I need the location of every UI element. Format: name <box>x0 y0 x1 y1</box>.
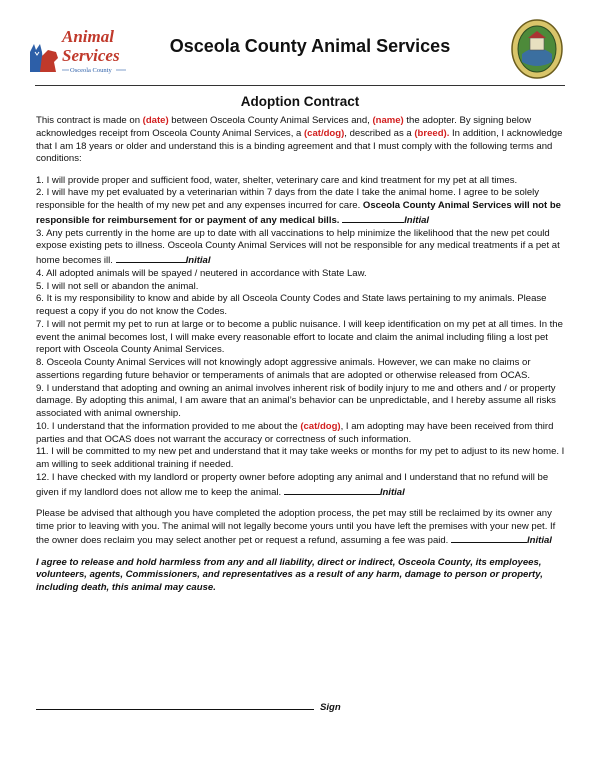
logo-line3: Osceola County <box>70 67 112 74</box>
term-3 <box>36 228 568 268</box>
signature-line[interactable] <box>36 700 314 710</box>
term-2-text: 2. I will have my pet evaluated by a veterinarian within 7 days from the date I take the animal home. I agree to be solely responsible for the health of my new pet and any expenses incurred for care. <box>36 187 540 211</box>
term-2 <box>36 187 568 227</box>
intro-text-3: the adopter. By signing below acknowledges receipt from Osceola County Animal Services, a <box>36 115 532 139</box>
intro-paragraph <box>36 115 568 166</box>
initial-label-12: Initial <box>379 486 405 498</box>
term-5: 5. I will not sell or abandon the animal. <box>36 280 199 292</box>
date-placeholder: (date) <box>142 115 169 126</box>
term-10-text-1: 10. I understand that the information provided to me about the <box>36 420 301 432</box>
breed-placeholder: (breed). <box>414 127 450 139</box>
term-11: 11. I will be committed to my new pet and understand that it may take weeks or months for my pet to adjust to its new home. I am willing to seek additional training if needed. <box>36 446 565 470</box>
initial-line-advisory[interactable] <box>451 533 527 543</box>
logo-line2: Services <box>62 46 120 65</box>
initial-line-3[interactable] <box>116 253 186 263</box>
initial-label-3: Initial <box>185 255 211 266</box>
release-statement: I agree to release and hold harmless from any and all liability, direct or indirect, Osceola County, its employees, volunteers, agents, Commissioners, and representatives as a result of any harm, damage to person or property, including death, this animal may cause. <box>36 556 543 593</box>
animal-services-logo <box>26 22 136 80</box>
term-12 <box>36 472 568 500</box>
term-3-text: 3. Any pets currently in the home are up to date with all vaccinations to help minimize the likelihood that the new pet could expose existing pets to illness. Osceola County Animal Services will not be responsible for any medical treatments if a pet at home becomes ill. <box>36 227 560 266</box>
header-title: Osceola County Animal Services <box>169 36 451 56</box>
county-seal-icon <box>510 18 564 80</box>
term-4: 4. All adopted animals will be spayed / neutered in accordance with State Law. <box>36 267 367 279</box>
name-placeholder: (name) <box>372 115 404 126</box>
initial-label-2: Initial <box>404 214 430 226</box>
term-2-bold: Osceola County Animal Services will not be responsible for reimbursement for or payment of any medical bills. <box>36 200 561 226</box>
advisory-text: Please be advised that although you have completed the adoption process, the pet may still be reclaimed by its owner any time prior to leaving with you. The animal will not legally become yours until you have left the premises with your new pet. If the owner does reclaim you may select another pet or request a refund, assuming a fee was paid. <box>36 507 556 547</box>
term-1: 1. I will provide proper and sufficient food, water, shelter, veterinary care and kind treatment for my pet at all times. <box>36 174 518 186</box>
sign-label: Sign <box>320 702 341 713</box>
initial-label-advisory: Initial <box>527 535 552 547</box>
term-10 <box>36 421 568 447</box>
term-12-text: 12. I have checked with my landlord or property owner before adopting any animal and I understand that no refund will be given if my landlord does not allow me to keep the animal. <box>36 471 549 498</box>
advisory-paragraph <box>36 508 568 548</box>
intro-text-2: between Osceola County Animal Services and, <box>168 115 373 126</box>
term-8: 8. Osceola County Animal Services will not knowingly adopt aggressive animals. However, we can make no claims or assertions regarding future behavior or temperaments of animals that are adopted or otherwise released from OCAS. <box>36 357 531 381</box>
intro-text-1: This contract is made on <box>36 115 143 126</box>
document-title: Adoption Contract <box>240 94 360 109</box>
term-6: 6. It is my responsibility to know and abide by all Osceola County Codes and State laws pertaining to my animals. Please request a copy if you do not know the Codes. <box>36 293 547 317</box>
term-9: 9. I understand that adopting and owning an animal involves inherent risk of bodily injury to me and others and / or property damage. By adopting this animal, I am aware that an animal’s behavior can be unpredictable, and I hereby assume all risks associated with animal ownership. <box>36 382 556 419</box>
logo-line1: Animal <box>62 27 114 46</box>
initial-line-2[interactable] <box>342 213 404 223</box>
contract-body <box>36 115 568 595</box>
term-10-catdog: (cat/dog) <box>300 420 341 432</box>
initial-line-12[interactable] <box>284 485 380 495</box>
term-7: 7. I will not permit my pet to run at large or to become a public nuisance. I will keep identification on my pet at all times. In the event the animal becomes lost, I will make every reasonable effort to locate and claim the animal including filing a lost pet report with Osceola County Animal Services. <box>36 318 563 356</box>
intro-text-5: In addition, I acknowledge that I am 18 years or older and understand this is a binding agreement and that I must comply with the following terms and conditions: <box>36 127 563 165</box>
catdog-placeholder: (cat/dog) <box>303 127 345 139</box>
intro-text-4: , described as a <box>344 127 415 139</box>
term-10-text-2: , I am adopting may have been received from third parties and that OCAS does not warrant the accuracy or correctness of such information. <box>36 420 554 445</box>
header-divider <box>35 85 565 86</box>
signature-row <box>36 700 568 713</box>
